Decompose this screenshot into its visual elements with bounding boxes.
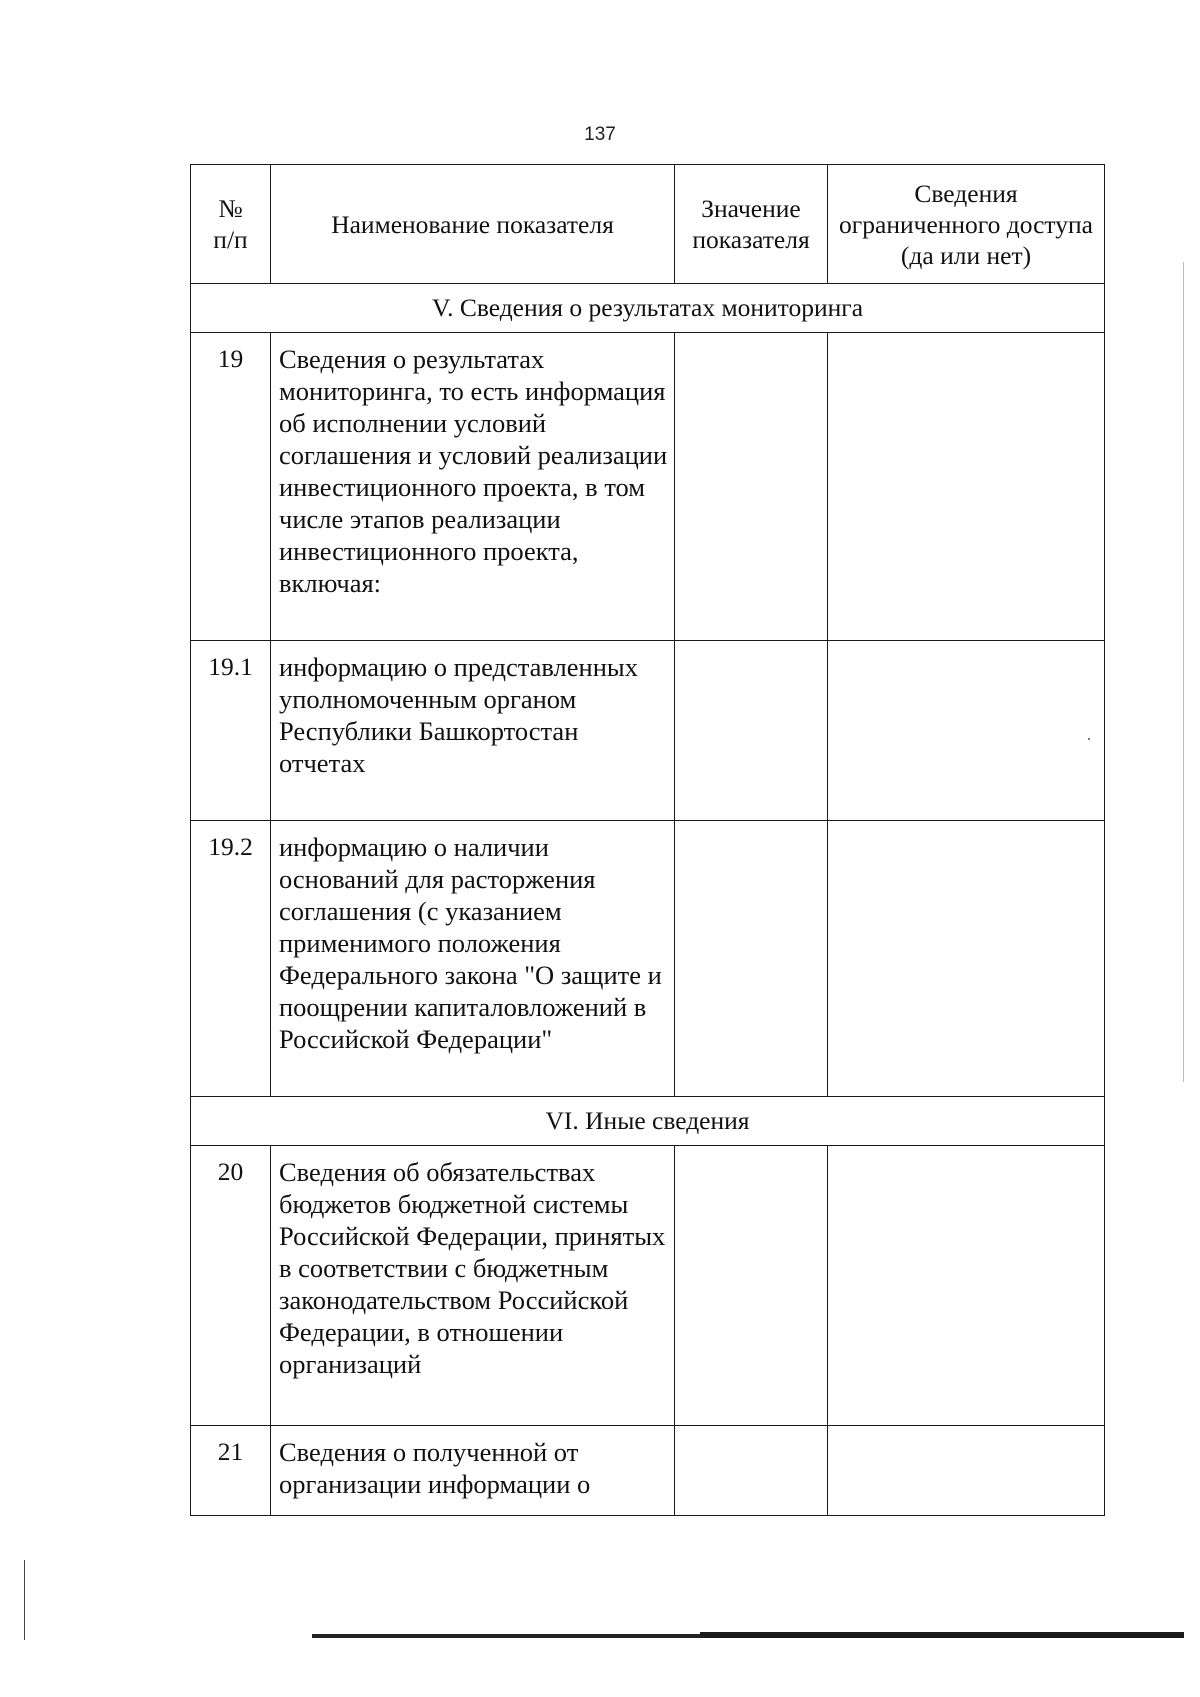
row-restricted bbox=[828, 1146, 1105, 1426]
row-name: Сведения о результатах мониторинга, то есть информация об исполнении условий соглашения и условий реализации инвестиционного проекта, в том числе этапов реализации инвестиционного проекта, включая: bbox=[271, 333, 675, 641]
row-value bbox=[675, 821, 828, 1097]
table-row bbox=[191, 1146, 1105, 1426]
table-row bbox=[191, 641, 1105, 821]
section-title: VI. Иные сведения bbox=[191, 1097, 1105, 1146]
table-row bbox=[191, 333, 1105, 641]
section-row-other bbox=[191, 1097, 1105, 1146]
header-restricted: Сведения ограниченного доступа (да или нет) bbox=[828, 165, 1105, 284]
header-num: № п/п bbox=[191, 165, 271, 284]
scan-margin-mark bbox=[24, 1560, 25, 1640]
section-row-monitoring bbox=[191, 284, 1105, 333]
scan-speck bbox=[1088, 738, 1090, 740]
header-value: Значение показателя bbox=[675, 165, 828, 284]
row-num: 19.2 bbox=[191, 821, 271, 1097]
row-name: Сведения о полученной от организации информации о bbox=[271, 1426, 675, 1516]
row-name: информацию о представленных уполномоченным органом Республики Башкортостан отчетах bbox=[271, 641, 675, 821]
scan-margin-mark bbox=[1183, 262, 1184, 1082]
row-value bbox=[675, 1426, 828, 1516]
row-name: Сведения об обязательствах бюджетов бюджетной системы Российской Федерации, принятых в соответствии с бюджетным законодательством Российской Федерации, в отношении организаций bbox=[271, 1146, 675, 1426]
row-num: 19 bbox=[191, 333, 271, 641]
header-name: Наименование показателя bbox=[271, 165, 675, 284]
row-num: 20 bbox=[191, 1146, 271, 1426]
table-header-row bbox=[191, 165, 1105, 284]
section-title: V. Сведения о результатах мониторинга bbox=[191, 284, 1105, 333]
row-num: 21 bbox=[191, 1426, 271, 1516]
row-name: информацию о наличии оснований для расторжения соглашения (с указанием применимого положения Федерального закона "О защите и поощрении капиталовложений в Российской Федерации" bbox=[271, 821, 675, 1097]
row-restricted bbox=[828, 821, 1105, 1097]
table-row bbox=[191, 821, 1105, 1097]
indicators-table bbox=[190, 164, 1105, 1516]
page-number: 137 bbox=[584, 124, 616, 145]
row-value bbox=[675, 1146, 828, 1426]
row-restricted bbox=[828, 1426, 1105, 1516]
table-row bbox=[191, 1426, 1105, 1516]
row-value bbox=[675, 333, 828, 641]
row-num: 19.1 bbox=[191, 641, 271, 821]
footer-rule-thick bbox=[700, 1632, 1184, 1638]
row-restricted bbox=[828, 641, 1105, 821]
row-restricted bbox=[828, 333, 1105, 641]
row-value bbox=[675, 641, 828, 821]
